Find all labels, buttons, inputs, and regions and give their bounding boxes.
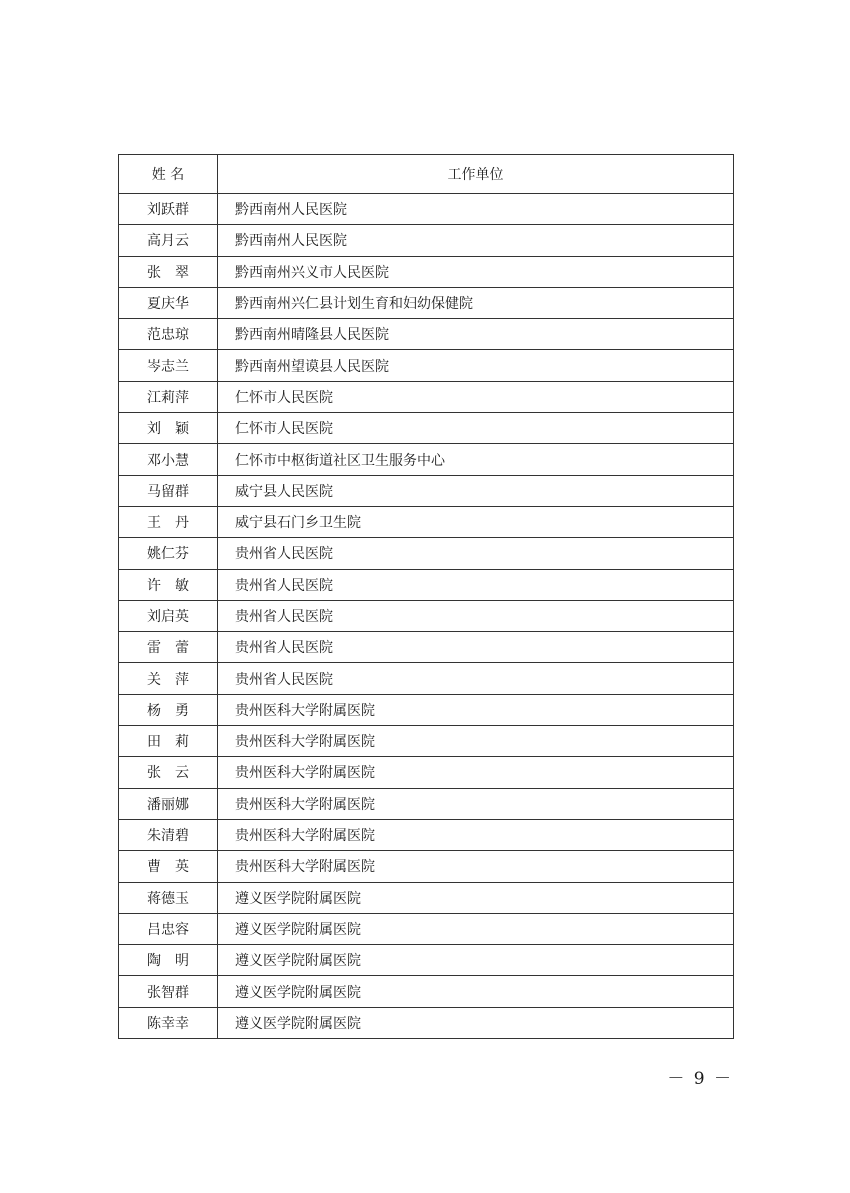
unit-cell: 贵州省人民医院 — [218, 538, 734, 569]
header-row — [119, 155, 734, 194]
name-cell: 吕忠容 — [119, 913, 218, 944]
name-cell: 刘 颖 — [119, 413, 218, 444]
name-cell: 朱清碧 — [119, 819, 218, 850]
unit-cell: 仁怀市人民医院 — [218, 381, 734, 412]
unit-cell: 黔西南州兴义市人民医院 — [218, 256, 734, 287]
table-row — [119, 632, 734, 663]
header-unit: 工作单位 — [218, 155, 734, 194]
name-cell: 邓小慧 — [119, 444, 218, 475]
table-row — [119, 381, 734, 412]
unit-cell: 贵州医科大学附属医院 — [218, 819, 734, 850]
table-row — [119, 350, 734, 381]
personnel-table — [118, 154, 734, 1039]
name-cell: 蒋德玉 — [119, 882, 218, 913]
table-row — [119, 538, 734, 569]
unit-cell: 贵州省人民医院 — [218, 569, 734, 600]
unit-cell: 威宁县人民医院 — [218, 475, 734, 506]
table-row — [119, 444, 734, 475]
name-cell: 田 莉 — [119, 726, 218, 757]
table-row — [119, 413, 734, 444]
name-cell: 马留群 — [119, 475, 218, 506]
name-cell: 曹 英 — [119, 851, 218, 882]
unit-cell: 黔西南州望谟县人民医院 — [218, 350, 734, 381]
table-row — [119, 319, 734, 350]
unit-cell: 贵州省人民医院 — [218, 632, 734, 663]
name-cell: 许 敏 — [119, 569, 218, 600]
unit-cell: 贵州省人民医院 — [218, 600, 734, 631]
table-row — [119, 726, 734, 757]
table-row — [119, 569, 734, 600]
table-row — [119, 1007, 734, 1038]
table-row — [119, 788, 734, 819]
table-row — [119, 256, 734, 287]
name-cell: 江莉萍 — [119, 381, 218, 412]
table-row — [119, 945, 734, 976]
name-cell: 刘跃群 — [119, 194, 218, 225]
table-row — [119, 600, 734, 631]
name-cell: 潘丽娜 — [119, 788, 218, 819]
unit-cell: 遵义医学院附属医院 — [218, 976, 734, 1007]
table-header — [119, 155, 734, 194]
table-row — [119, 851, 734, 882]
table-row — [119, 287, 734, 318]
table-row — [119, 694, 734, 725]
name-cell: 张 翠 — [119, 256, 218, 287]
unit-cell: 贵州医科大学附属医院 — [218, 694, 734, 725]
name-cell: 王 丹 — [119, 506, 218, 537]
unit-cell: 黔西南州人民医院 — [218, 194, 734, 225]
table-row — [119, 913, 734, 944]
unit-cell: 遵义医学院附属医院 — [218, 1007, 734, 1038]
unit-cell: 威宁县石门乡卫生院 — [218, 506, 734, 537]
table-row — [119, 475, 734, 506]
table-row — [119, 225, 734, 256]
name-cell: 关 萍 — [119, 663, 218, 694]
table-row — [119, 506, 734, 537]
name-cell: 张智群 — [119, 976, 218, 1007]
unit-cell: 仁怀市人民医院 — [218, 413, 734, 444]
name-cell: 高月云 — [119, 225, 218, 256]
name-cell: 刘启英 — [119, 600, 218, 631]
name-cell: 陈幸幸 — [119, 1007, 218, 1038]
page-number: － 9 － — [667, 1069, 733, 1089]
name-cell: 姚仁芬 — [119, 538, 218, 569]
name-cell: 杨 勇 — [119, 694, 218, 725]
unit-cell: 黔西南州兴仁县计划生育和妇幼保健院 — [218, 287, 734, 318]
unit-cell: 贵州医科大学附属医院 — [218, 726, 734, 757]
header-name: 姓 名 — [119, 155, 218, 194]
name-cell: 雷 蕾 — [119, 632, 218, 663]
unit-cell: 仁怀市中枢街道社区卫生服务中心 — [218, 444, 734, 475]
table-row — [119, 194, 734, 225]
unit-cell: 贵州医科大学附属医院 — [218, 851, 734, 882]
name-cell: 夏庆华 — [119, 287, 218, 318]
unit-cell: 遵义医学院附属医院 — [218, 945, 734, 976]
unit-cell: 遵义医学院附属医院 — [218, 882, 734, 913]
name-cell: 岑志兰 — [119, 350, 218, 381]
unit-cell: 遵义医学院附属医院 — [218, 913, 734, 944]
name-cell: 陶 明 — [119, 945, 218, 976]
unit-cell: 黔西南州晴隆县人民医院 — [218, 319, 734, 350]
unit-cell: 贵州医科大学附属医院 — [218, 757, 734, 788]
name-cell: 范忠琼 — [119, 319, 218, 350]
table-body — [119, 194, 734, 1039]
unit-cell: 黔西南州人民医院 — [218, 225, 734, 256]
unit-cell: 贵州省人民医院 — [218, 663, 734, 694]
name-cell: 张 云 — [119, 757, 218, 788]
table-row — [119, 757, 734, 788]
table-row — [119, 663, 734, 694]
table-row — [119, 882, 734, 913]
table-row — [119, 819, 734, 850]
table-row — [119, 976, 734, 1007]
unit-cell: 贵州医科大学附属医院 — [218, 788, 734, 819]
